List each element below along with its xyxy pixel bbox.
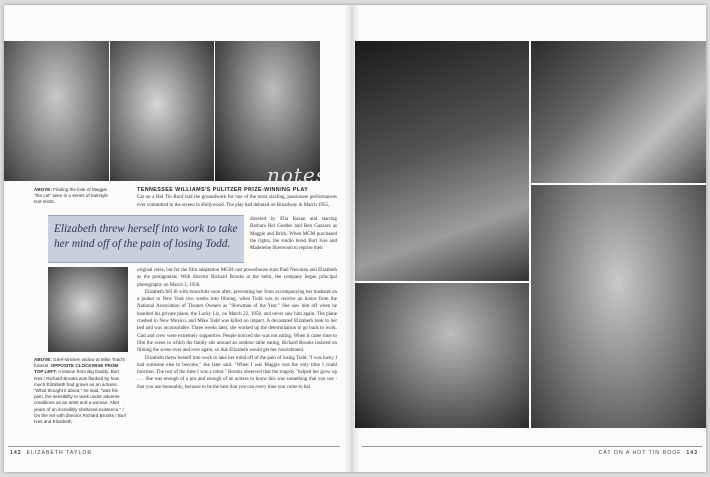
- para1-rest: original roles, but for the film adaptation MGM cast powerhouse stars Paul Newman and Elizabeth as the protagonists. With director Richard Brooks at the helm, the company began principal photography on March 3, 1958.: [137, 268, 337, 288]
- para3: Elizabeth threw herself into work to take her mind off of the pain of losing Todd. "I was lucky I had someone else to become," she later said. "When I was Maggie was the only time I could function. The rest of the time I was a robot." Brooks observed that the tragedy "helped her grow up . . . She was enough of a pro and enough of an actress to know this was something that you use - that you use honorably, because to be the best that you can every time you come to bat: [137, 355, 337, 390]
- headline: TENNESSEE WILLIAMS'S PULITZER PRIZE-WINNING PLAY: [137, 187, 309, 193]
- left-folio: 142 ELIZABETH TAYLOR: [10, 450, 93, 456]
- photo-burl-ives-elizabeth: [531, 185, 706, 428]
- para1-narrow: directed by Elia Kazan and starring Barbara Bel Geddes and Ben Gazzara as Maggie and Brick. When MGM purchased the rights, the studio hired Burl Ives and Madeleine Sherwood to reprise their: [250, 217, 337, 252]
- hair-test-photo-2: [110, 41, 214, 181]
- notes-label: notes: [267, 163, 328, 187]
- article-body: [137, 267, 337, 442]
- left-footer-rule: [8, 446, 340, 447]
- photo-burl-ives-lesson: [355, 41, 529, 281]
- pull-quote: Elizabeth threw herself into work to take her mind off of the pain of losing Todd.: [48, 215, 244, 263]
- right-folio: CAT ON A HOT TIN ROOF 143: [598, 450, 698, 456]
- hair-test-photo-1: [4, 41, 109, 181]
- right-footer-rule: [362, 446, 702, 447]
- para2: Elizabeth fell ill with bronchitis soon after, preventing her from accompanying her husband on a junket to New York two weeks into filming, when Todd was to receive an honor from the National Association of Theater Owners as "Showman of the Year." She saw him off when he boarded his private plane, the Lucky Liz, on March 22, 1958, and never saw him again. The plane crashed in New Mexico, and Mike Todd was killed on impact. A devastated Elizabeth took to her bed and was inconsolable. Three weeks later, she worked up the determination to go back to work. Cast and crew were extremely supportive. People noticed she was not eating. When it came time to film the scene in which the family sits around an outdoor table eating, Richard Brooks insisted on filming the scene over and over again, so that Elizabeth would get her nourishment.: [137, 289, 337, 354]
- article-top: [137, 187, 337, 209]
- photo-set-director: [531, 41, 706, 183]
- article-narrow: [250, 216, 337, 252]
- magazine-spread: [4, 5, 706, 472]
- caption-bottom: ABOVE: Grief-stricken widow at Mike Todd's funeral. OPPOSITE CLOCKWISE FROM TOP LEFT: A lesson from Big Daddy. Burl Ives / Richard Brooks was flanked by how much Elizabeth had grown as an actress. "What thought it about," he said, "was his pain, the sensibility to work under adverse conditions as an artist and a woman. After years of an incredibly sheltered existence." / On the set with director Richard Brooks / Burl Ives and Elizabeth: [34, 357, 126, 425]
- photo-closeup: [355, 283, 529, 428]
- hair-test-photo-3: [215, 41, 320, 181]
- para1-top: Cat on a Hot Tin Roof laid the groundwork for one of the most sizzling, passionate performances ever committed to the screen in Hollywood. The play had debuted on Broadway in March 1955,: [137, 195, 337, 208]
- funeral-photo: [48, 267, 128, 352]
- book-gutter: [344, 5, 360, 472]
- caption-top: ABOVE: Finding the look of Maggie "the cat" seen in a series of hairstyle test shots.: [34, 187, 108, 205]
